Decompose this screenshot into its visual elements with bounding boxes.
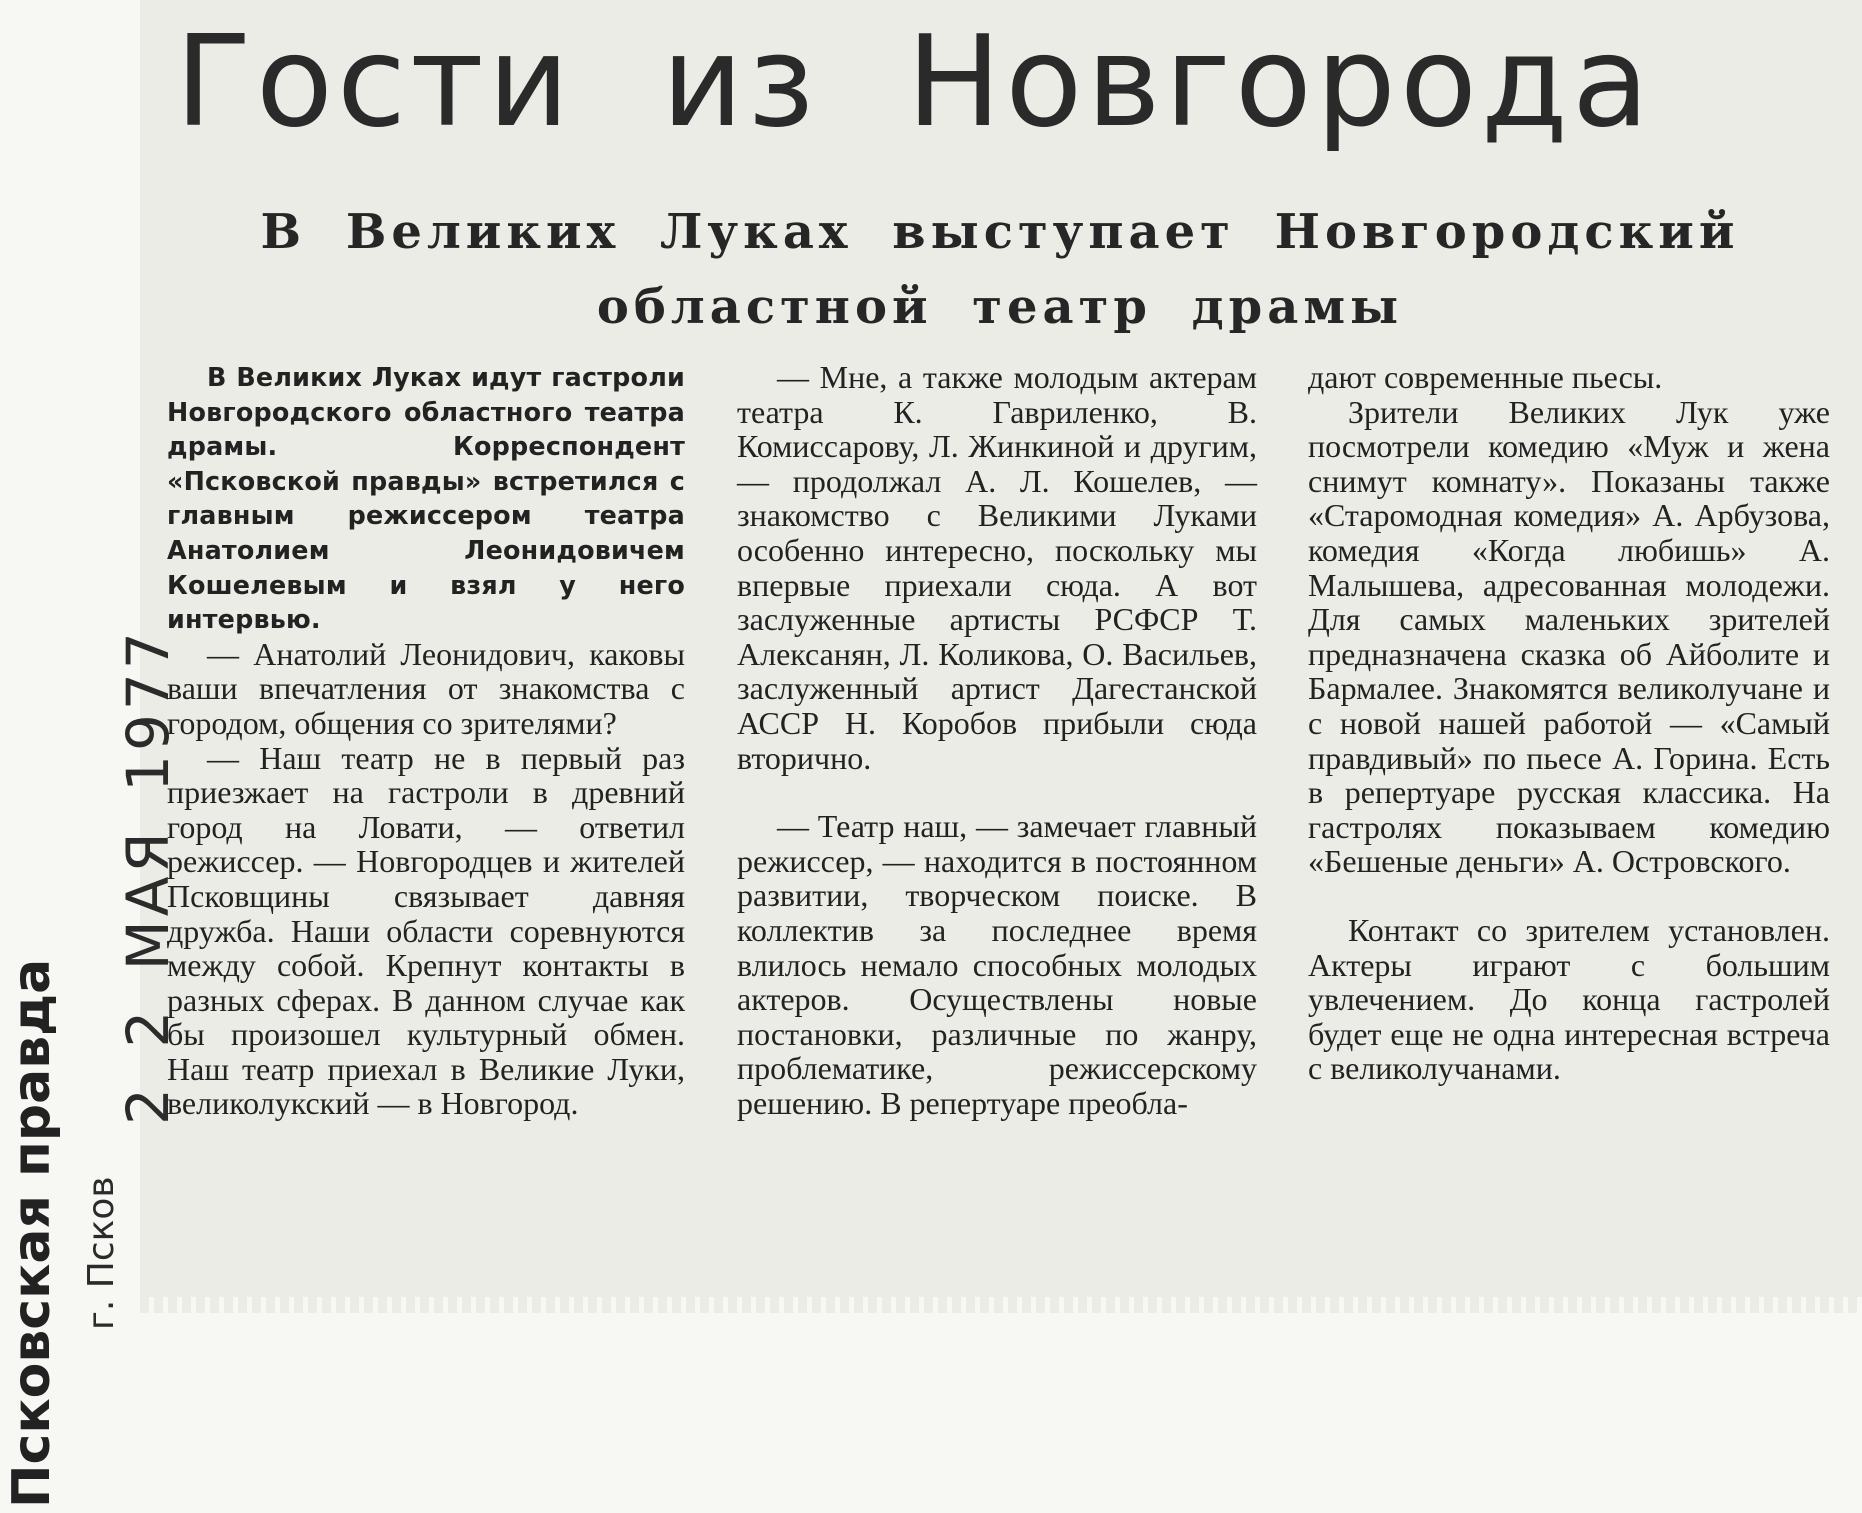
newspaper-name-stamp: Псковская правда (2, 958, 62, 1508)
headline: Гости из Новгорода (175, 8, 1654, 155)
article-column-1 (167, 360, 685, 1121)
subheadline-line-1: В Великих Луках выступает Новгородский (260, 204, 1740, 260)
lead-paragraph: В Великих Луках идут гастроли Новгородского областного театра драмы. Корреспондент «Псковской правды» встретился с главным режиссером театра Анатолием Леонидовичем Кошелевым и взял у него интервью. (167, 362, 685, 635)
paragraph: — Театр наш, — замечает главный режиссер, — находится в постоянном развитии, творческом поиске. В коллектив за последнее время влилось немало способных молодых актеров. Осуществлены новые постановки, различные по жанру, проблематике, режиссерскому решению. В репертуаре преобла- (737, 808, 1257, 1121)
paragraph: — Анатолий Леонидович, каковы ваши впечатления от знакомства с городом, общения со зрителями? (167, 635, 685, 741)
city-stamp: г. Псков (81, 1176, 122, 1330)
article-column-3 (1308, 360, 1830, 1086)
archive-date-stamp: 2 2 МАЯ 1977 (114, 628, 182, 1125)
article-column-2 (737, 360, 1257, 1120)
paragraph: Контакт со зрителем установлен. Актеры играют с большим увлечением. До конца гастролей будет еще не одна интересная встреча с великолучанами. (1308, 911, 1830, 1087)
paragraph: — Наш театр не в первый раз приезжает на гастроли в древний город на Ловати, — ответил режиссер. — Новгородцев и жителей Псковщины связывает давняя дружба. Наши области соревнуются между собой. Крепнут контакты в разных сферах. В данном случае как бы произошел культурный обмен. Наш театр приехал в Великие Луки, великолукский — в Новгород. (167, 739, 685, 1122)
paragraph: — Мне, а также молодым актерам театра К. Гавриленко, В. Комиссарову, Л. Жинкиной и другим, — продолжал А. Л. Кошелев, — знакомство с Великими Луками особенно интересно, поскольку мы впервые приехали сюда. А вот заслуженные артисты РСФСР Т. Алексанян, Л. Коликова, О. Васильев, заслуженный артист Дагестанской АССР Н. Коробов прибыли сюда вторично. (737, 359, 1257, 776)
paragraph: Зрители Великих Лук уже посмотрели комедию «Муж и жена снимут комнату». Показаны также «Старомодная комедия» А. Арбузова, комедия «Когда любишь» А. Малышева, адресованная молодежи. Для самых маленьких зрителей предназначена сказка об Айболите и Бармалее. Знакомятся великолучане и с новой нашей работой — «Самый правдивый» по пьесе А. Горина. Есть в репертуаре русская классика. На гастролях показываем комедию «Бешеные деньги» А. Островского. (1308, 393, 1830, 880)
subheadline-line-2: областной театр драмы (596, 279, 1404, 335)
paragraph: дают современные пьесы. (1308, 359, 1663, 395)
